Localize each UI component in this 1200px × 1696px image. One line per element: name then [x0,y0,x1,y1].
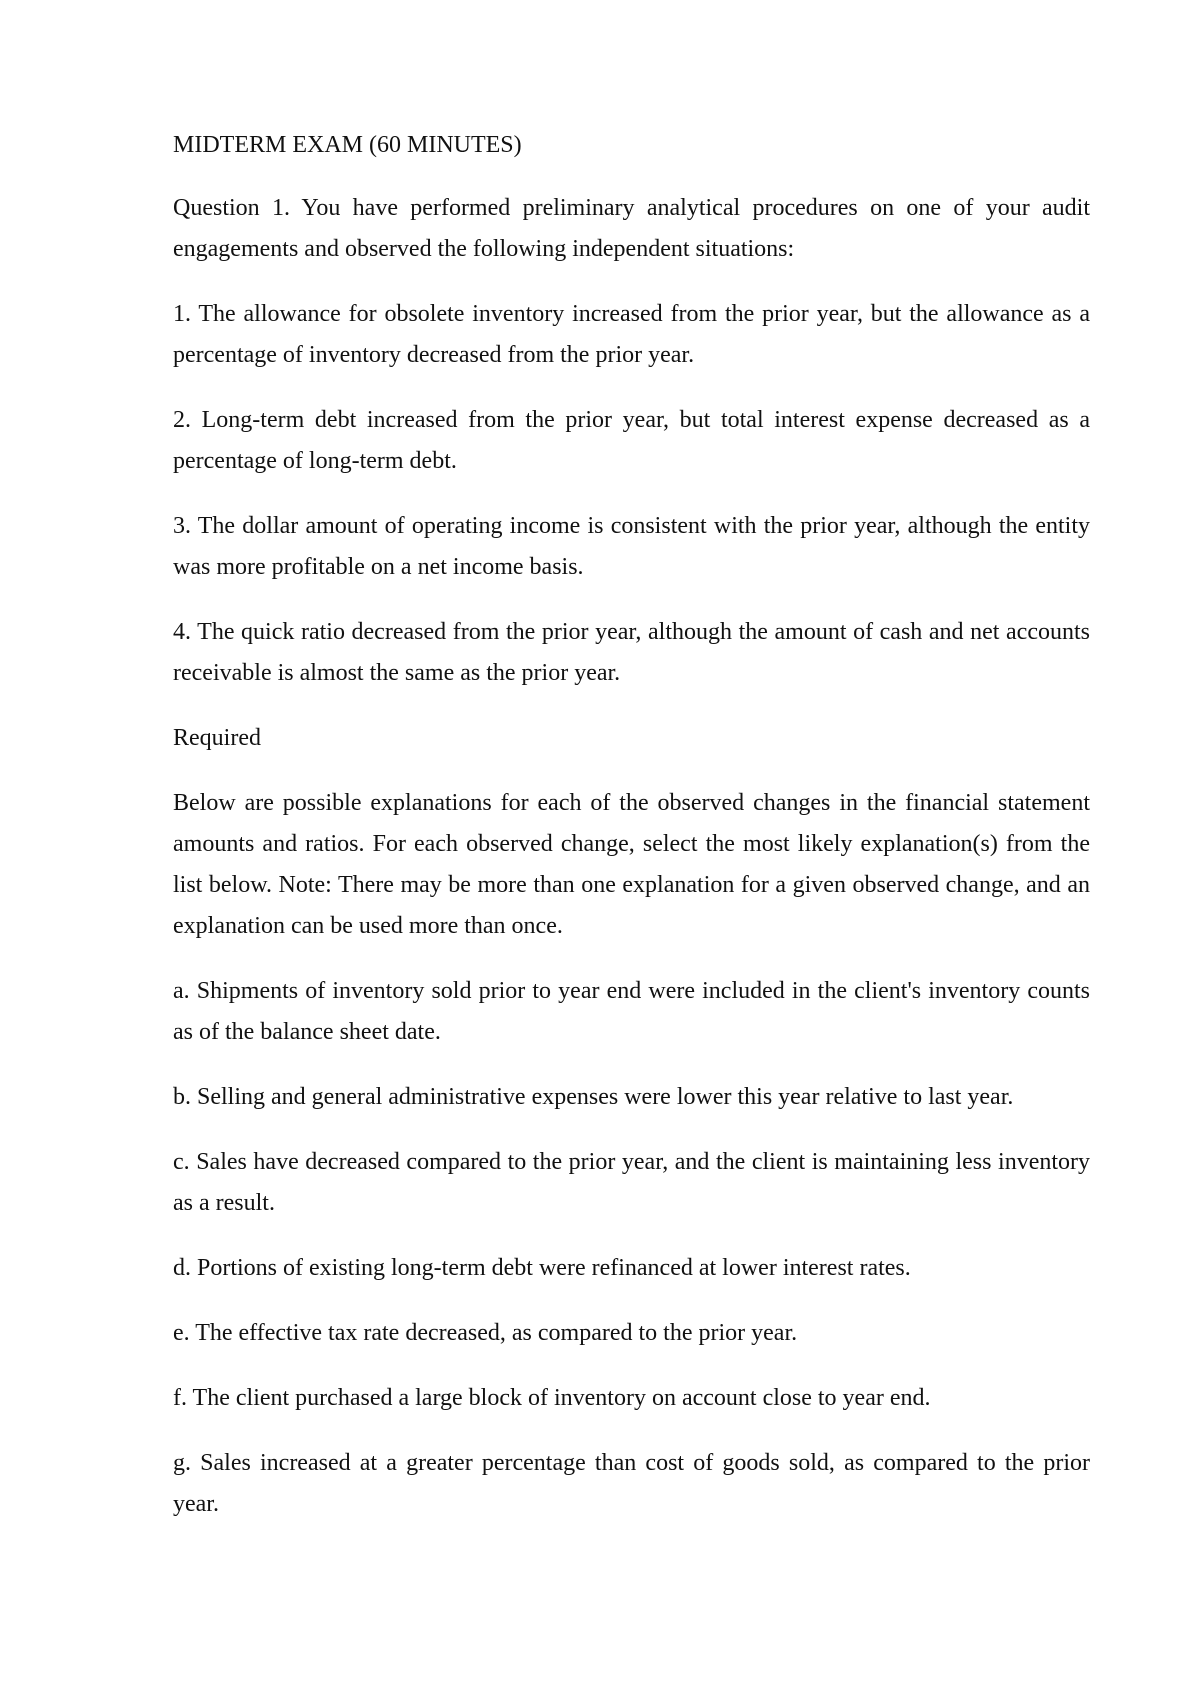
situation-item: 3. The dollar amount of operating income is consistent with the prior year, although the entity was more profitable on a net income basis. [173,513,1090,580]
explanation-item: b. Selling and general administrative expenses were lower this year relative to last year. [173,1084,1014,1110]
situation-item: 1. The allowance for obsolete inventory increased from the prior year, but the allowance as a percentage of inventory decreased from the prior year. [173,301,1090,368]
explanation-item: d. Portions of existing long-term debt were refinanced at lower interest rates. [173,1255,911,1281]
situation-item: 4. The quick ratio decreased from the prior year, although the amount of cash and net accounts receivable is almost the same as the prior year. [173,619,1090,686]
situation-item: 2. Long-term debt increased from the prior year, but total interest expense decreased as a percentage of long-term debt. [173,407,1090,474]
exam-page [173,125,1090,1549]
explanation-item: a. Shipments of inventory sold prior to year end were included in the client's inventory counts as of the balance sheet date. [173,978,1090,1045]
explanation-item: f. The client purchased a large block of inventory on account close to year end. [173,1385,931,1411]
exam-title: MIDTERM EXAM (60 MINUTES) [173,132,522,158]
instructions-paragraph: Below are possible explanations for each of the observed changes in the financial statement amounts and ratios. For each observed change, select the most likely explanation(s) from the list below. Note: There may be more than one explanation for a given observed change, and an explanation can be used more than once. [173,790,1090,939]
explanation-item: g. Sales increased at a greater percentage than cost of goods sold, as compared to the prior year. [173,1450,1090,1517]
explanation-item: e. The effective tax rate decreased, as compared to the prior year. [173,1320,798,1346]
question-intro: Question 1. You have performed preliminary analytical procedures on one of your audit engagements and observed the following independent situations: [173,195,1090,262]
required-heading: Required [173,725,261,751]
explanation-item: c. Sales have decreased compared to the prior year, and the client is maintaining less inventory as a result. [173,1149,1090,1216]
